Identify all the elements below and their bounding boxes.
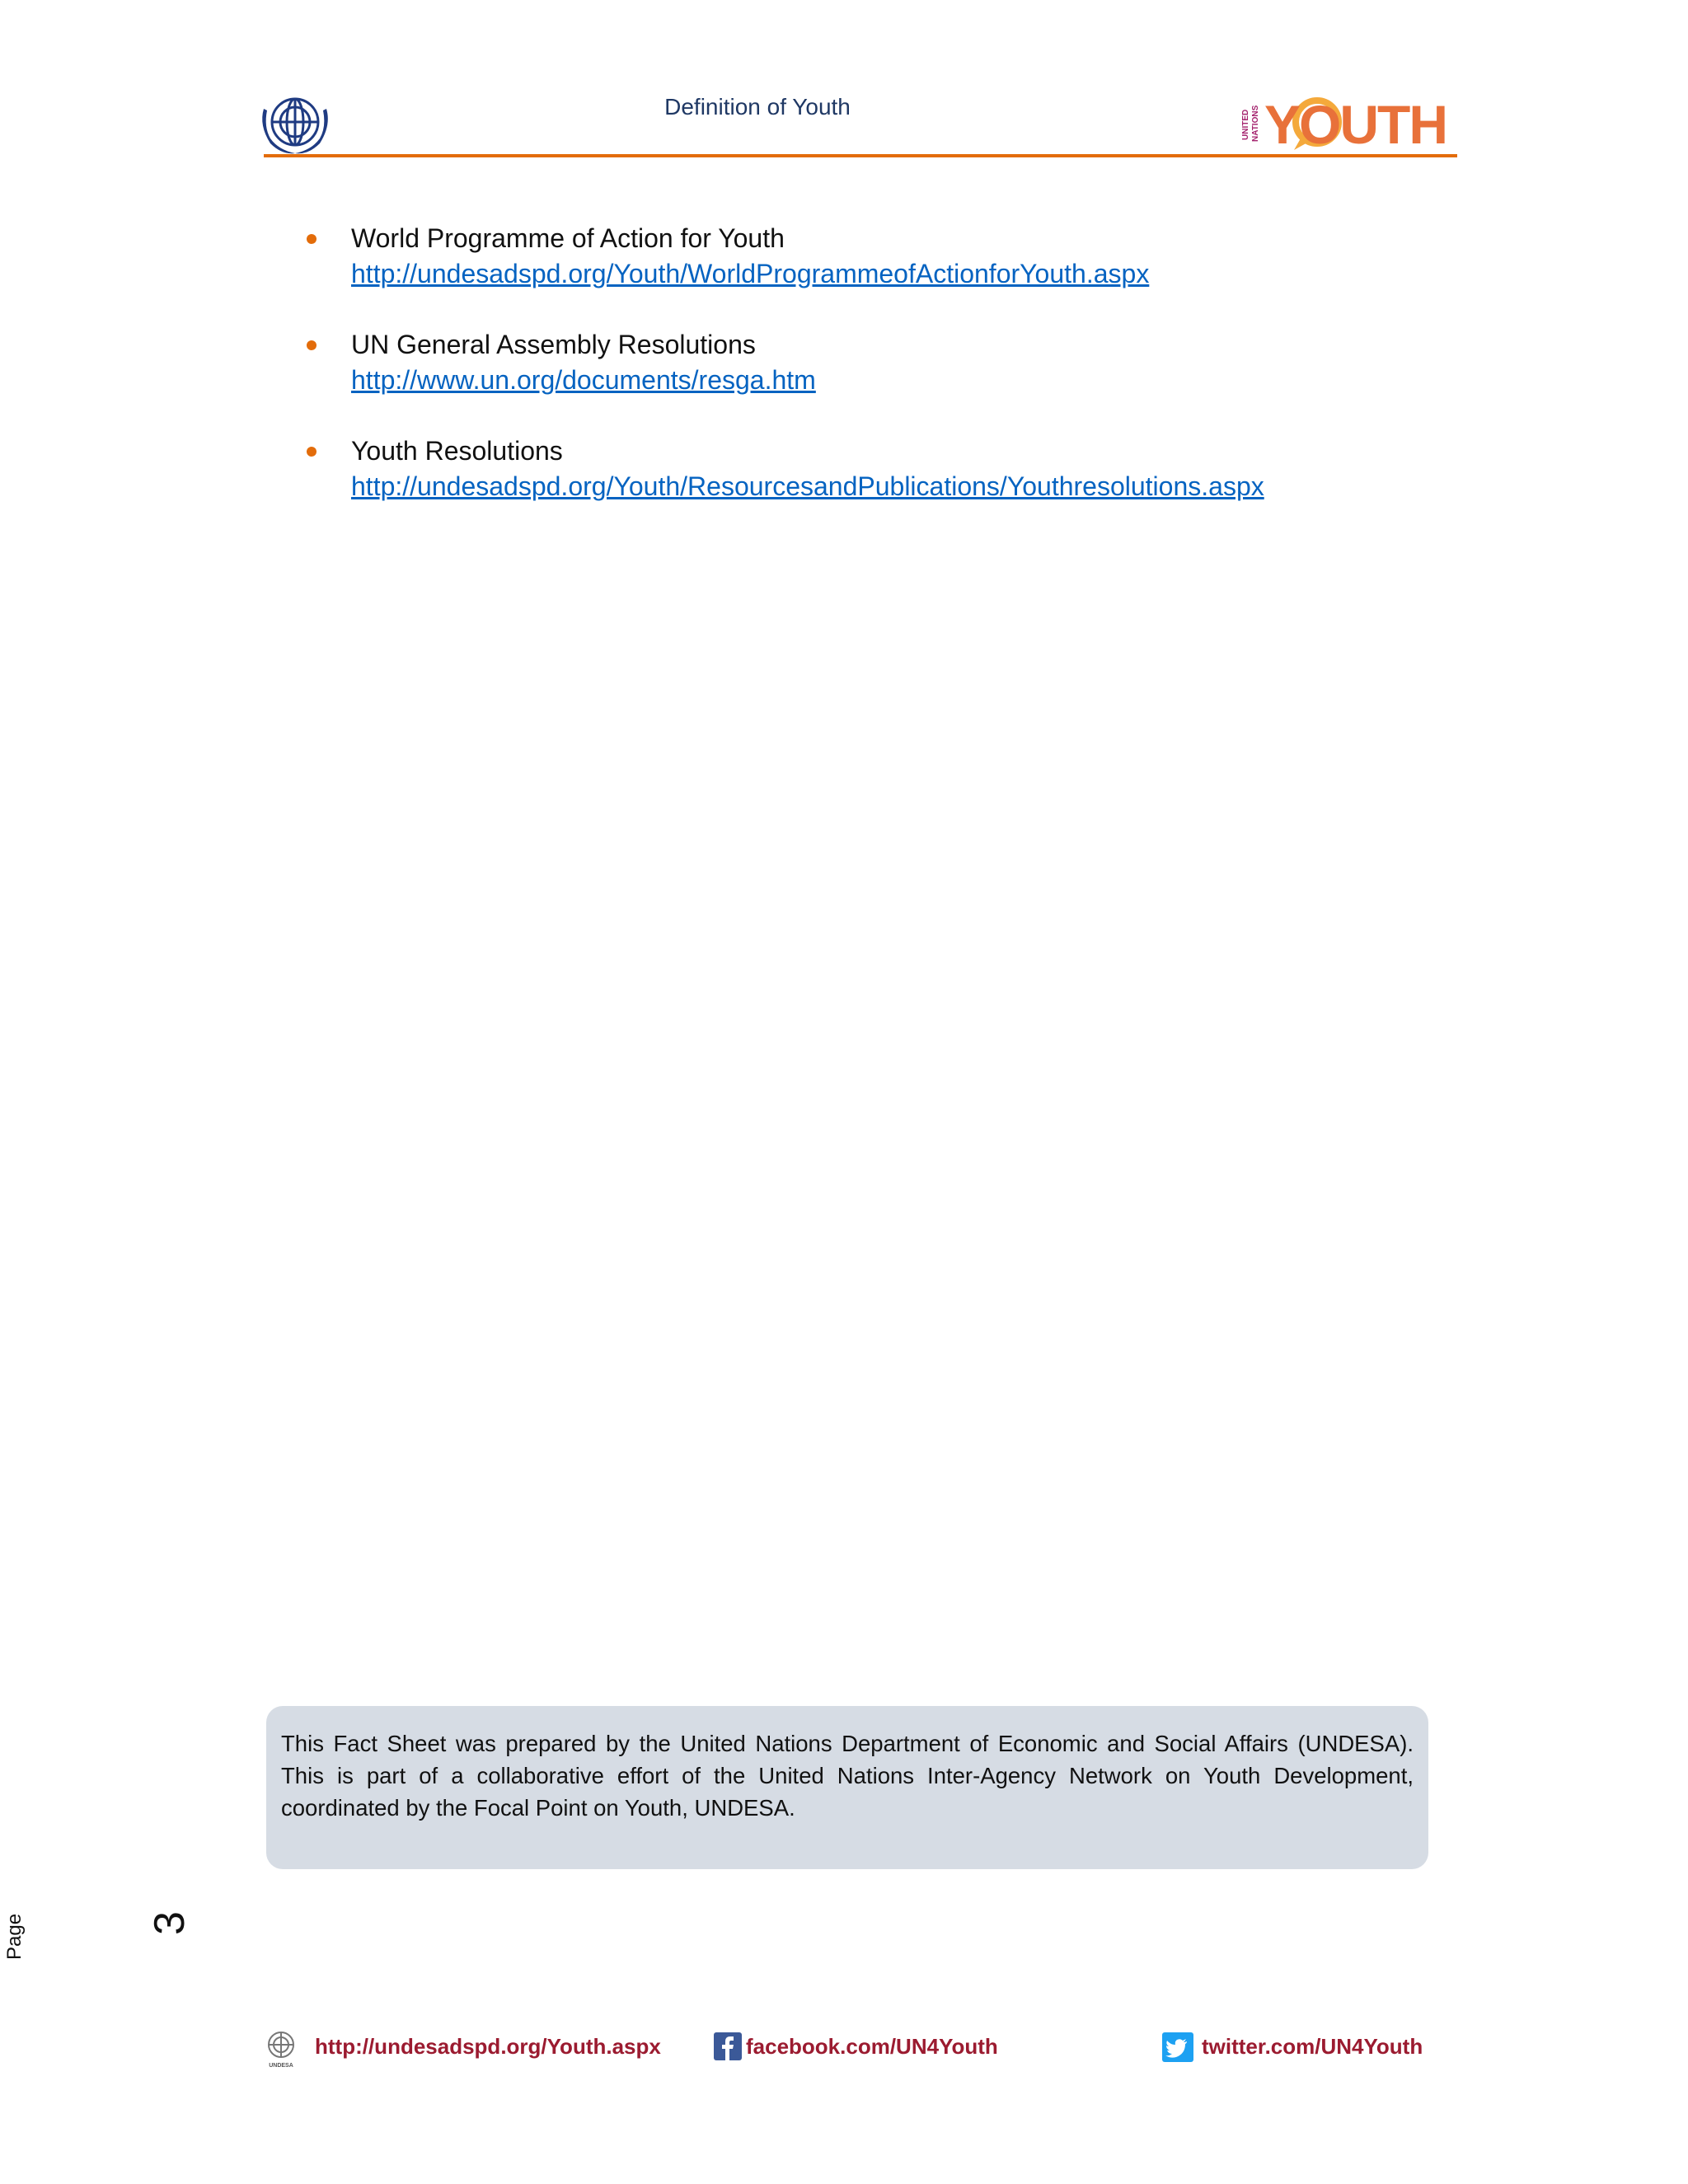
fact-sheet-info-box bbox=[266, 1706, 1428, 1869]
footer-twitter-link[interactable]: twitter.com/UN4Youth bbox=[1202, 2034, 1423, 2059]
list-item bbox=[307, 434, 1461, 504]
page-number: 3 bbox=[146, 1911, 194, 1935]
list-item bbox=[307, 221, 1461, 292]
resource-title: World Programme of Action for Youth bbox=[351, 223, 785, 253]
bullet-icon bbox=[307, 340, 316, 350]
undesa-label: UNDESA bbox=[269, 2063, 293, 2069]
page-label: Page bbox=[3, 1913, 26, 1960]
undesa-emblem-icon bbox=[262, 2029, 300, 2069]
logo-text: YOUTH bbox=[1264, 94, 1447, 153]
bullet-icon bbox=[307, 234, 316, 244]
resource-link[interactable]: http://undesadspd.org/Youth/WorldProgrammeofActionforYouth.aspx bbox=[351, 259, 1150, 288]
logo-small-text-2: NATIONS bbox=[1251, 105, 1260, 142]
logo-small-text-1: UNITED bbox=[1241, 109, 1250, 140]
header-rule bbox=[264, 154, 1457, 157]
resource-list bbox=[307, 221, 1461, 540]
footer-website-link[interactable]: http://undesadspd.org/Youth.aspx bbox=[315, 2034, 661, 2059]
footer-facebook-link[interactable]: facebook.com/UN4Youth bbox=[746, 2034, 998, 2059]
page-footer bbox=[0, 2029, 1688, 2070]
page-header-title: Definition of Youth bbox=[664, 94, 851, 120]
un-youth-logo-icon bbox=[1241, 91, 1457, 153]
resource-title: UN General Assembly Resolutions bbox=[351, 330, 756, 359]
bullet-icon bbox=[307, 447, 316, 457]
resource-link[interactable]: http://undesadspd.org/Youth/ResourcesandPublications/Youthresolutions.aspx bbox=[351, 471, 1264, 501]
twitter-icon bbox=[1162, 2032, 1193, 2062]
resource-link[interactable]: http://www.un.org/documents/resga.htm bbox=[351, 365, 816, 395]
fact-sheet-info-text: This Fact Sheet was prepared by the United Nations Department of Economic and Social Affairs (UNDESA). This is part of a collaborative effort of the United Nations Inter-Agency Network on Youth Development, coordinated by the Focal Point on Youth, UNDESA. bbox=[281, 1731, 1414, 1821]
list-item bbox=[307, 327, 1461, 398]
facebook-icon bbox=[714, 2032, 742, 2060]
resource-title: Youth Resolutions bbox=[351, 436, 563, 466]
